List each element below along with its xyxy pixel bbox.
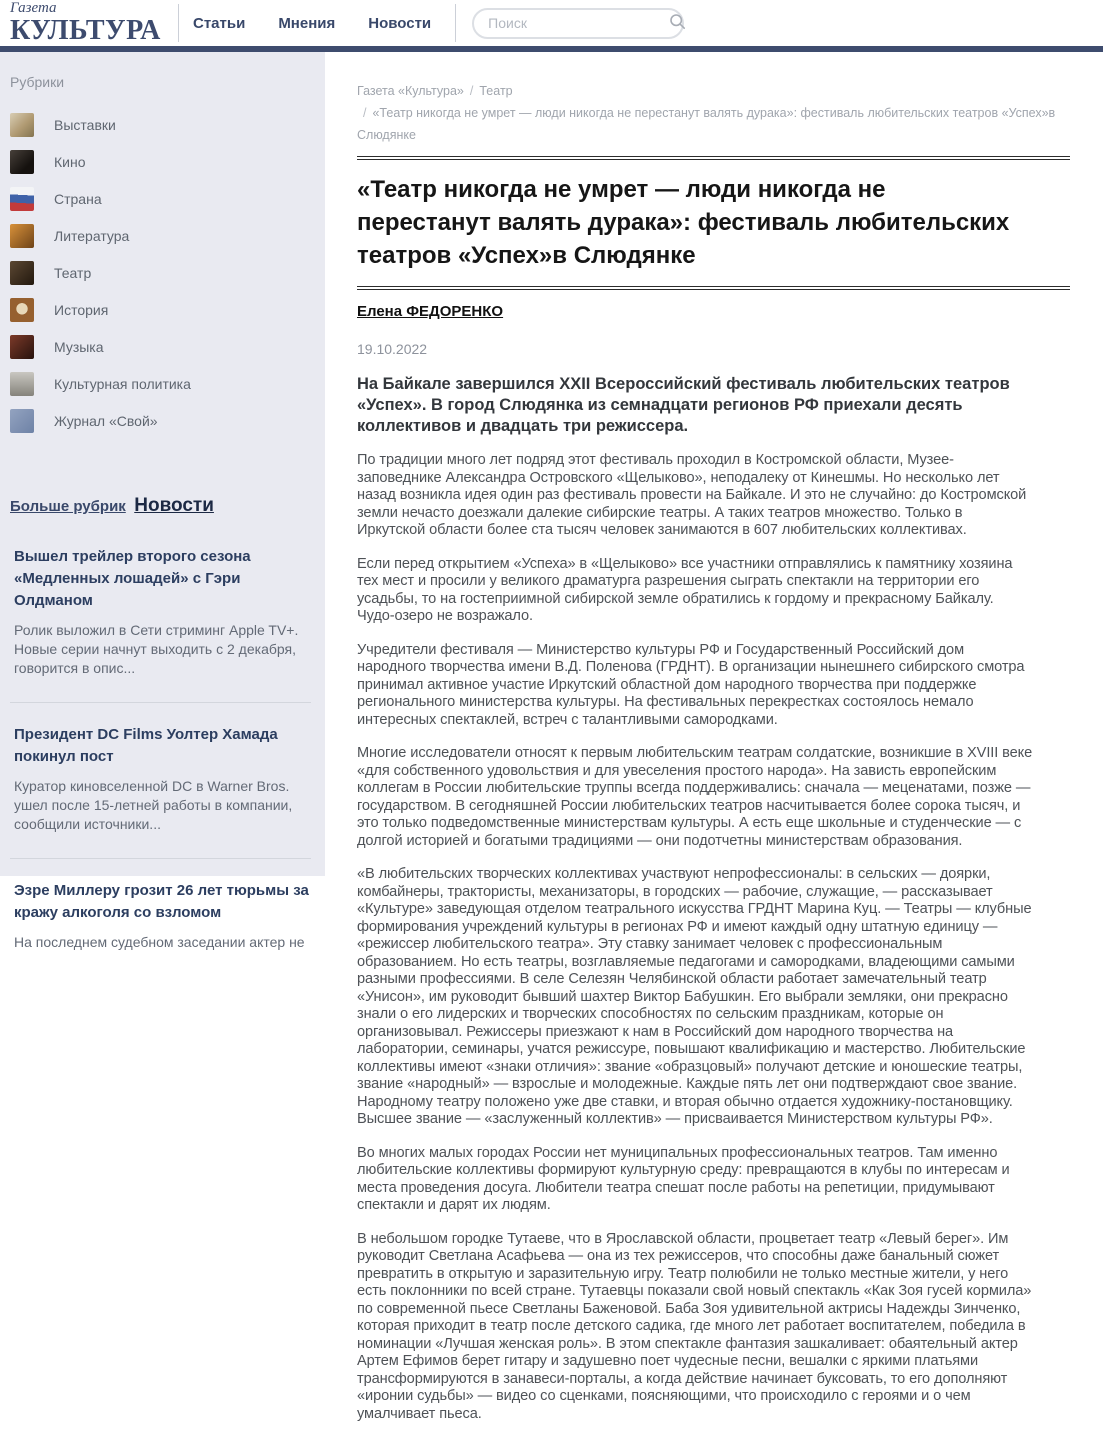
article-paragraph: Многие исследователи относят к первым любительским театрам солдатские, возникшие в XVIII веке «для собственного удовольствия и для увеселения простого народа». На зависть европейским коллегам в России любительские труппы всегда поддерживались: сначала — меценатами, позже — государством. В сегодняшней России любительских театров насчитывается более сорока тысяч, и это только подведомственные министерствам культуры. А есть еще школьные и студенческие — с долгой историей и богатыми традициями — они подотчетны министерствам образования. xyxy=(357,745,1033,849)
title-rule-top xyxy=(357,156,1070,160)
breadcrumb-home[interactable]: Газета «Культура» xyxy=(357,84,464,98)
rubric-thumbnail-policy-icon xyxy=(10,372,34,396)
article-paragraph: Во многих малых городах России нет муниципальных профессиональных театров. Там именно любительские коллективы формируют культурную среду: превращаются в клубы по интересам и места проведения досуга. Любители театра спешат после работы на репетиции, придумывают спектакли и дарят их людям. xyxy=(357,1144,1010,1213)
article-area xyxy=(325,52,1103,1439)
rubric-thumbnail-music-icon xyxy=(10,335,34,359)
article-paragraph: Если перед открытием «Успеха» в «Щелыково» все участники отправлялись к памятнику хозяина тех мест и просили у великого драматурга разрешения сыграть спектакли на территории его усадьбы, то на гостеприимной сибирской земле обратились к гордому и прекрасному Байкалу. Чудо-озеро не возражало. xyxy=(357,555,1013,624)
sidebar-item-muzyka[interactable]: Музыка xyxy=(10,328,311,365)
more-rubrics-link[interactable]: Больше рубрик xyxy=(10,498,126,515)
logo-kultura-text: КУЛЬТУРА xyxy=(10,15,161,46)
news-item-title[interactable]: Президент DC Films Уолтер Хамада покинул пост xyxy=(14,726,278,765)
rubric-thumbnail-art-icon xyxy=(10,113,34,137)
sidebar-item-vystavki[interactable]: Выставки xyxy=(10,106,311,143)
search-box[interactable] xyxy=(472,8,684,39)
breadcrumb-current: «Театр никогда не умрет — люди никогда не перестанут валять дурака»: фестиваль любительских театров «Успех»в Слюдянке xyxy=(357,106,1056,142)
nav-item-articles[interactable]: Статьи xyxy=(193,14,246,32)
sidebar-item-literatura[interactable]: Литература xyxy=(10,217,311,254)
news-section-heading[interactable]: Новости xyxy=(134,495,214,516)
breadcrumb xyxy=(357,80,1070,146)
rubric-thumbnail-literature-icon xyxy=(10,224,34,248)
sidebar-item-istoriya[interactable]: История xyxy=(10,291,311,328)
news-item-title[interactable]: Вышел трейлер второго сезона «Медленных лошадей» с Гэри Олдманом xyxy=(14,548,251,609)
sidebar-item-kino[interactable]: Кино xyxy=(10,143,311,180)
news-item-snippet: На последнем судебном заседании актер не xyxy=(14,934,305,950)
nav-item-news[interactable]: Новости xyxy=(368,14,432,32)
article-paragraph: По традиции много лет подряд этот фестиваль проходил в Костромской области, Музее-заповеднике Александра Островского «Щелыково», неподалеку от Кинешмы. Но несколько лет назад возникла идея один раз фестиваль провести на Байкале. И это не случайно: до Костромской земли нечасто доезжали далекие сибирские театры. А таких театров множество. Только в Иркутской области более ста тысяч человек занимаются в 607 любительских коллективах. xyxy=(357,452,1027,538)
news-list xyxy=(10,525,311,976)
breadcrumb-separator: / xyxy=(469,84,474,98)
article-body xyxy=(357,452,1033,1423)
sidebar xyxy=(0,52,325,950)
rubrics-title: Рубрики xyxy=(10,74,65,90)
news-item-snippet: Куратор киновселенной DC в Warner Bros. ушел после 15-летней работы в компании, сообщили источники... xyxy=(14,778,293,832)
news-item-title[interactable]: Эзре Миллеру грозит 26 лет тюрьмы за кражу алкоголя со взломом xyxy=(14,882,309,921)
search-button[interactable] xyxy=(669,13,686,33)
sidebar-item-strana[interactable]: Страна xyxy=(10,180,311,217)
search-input[interactable] xyxy=(488,15,669,31)
sidebar-item-teatr[interactable]: Театр xyxy=(10,254,311,291)
article-paragraph: В небольшом городке Тутаеве, что в Ярославской области, процветает театр «Левый берег». Им руководит Светлана Асафьева — она из тех режиссеров, что способны даже банальный сюжет превратить в открытую и заразительную игру. Театр полюбили не только местные жители, у него есть поклонники по всей стране. Тутаевцы показали свой новый спектакль «Как Зоя гусей кормила» по современной пьесе Светланы Баженовой. Баба Зоя удивительной актрисы Надежды Зинченко, которая приходит в театр после детского садика, где много лет работает воспитателем, победила в номинации «Лучшая женская роль». В этом спектакле фантазия зашкаливает: обаятельный актер Артем Ефимов берет гитару и задушевно поет чудесные песни, вешалки с яркими платьями трансформируются в занавеси-порталы, а когда действие начинает буксовать, то его дополняют «иронии судьбы» — видео со сценками, поясняющими, что происходило с героями и о чем умалчивает пьеса. xyxy=(357,1230,1032,1422)
sidebar-item-kulturnaya-politika[interactable]: Культурная политика xyxy=(10,365,311,402)
main-nav xyxy=(179,15,455,32)
search-area xyxy=(456,8,684,39)
news-item xyxy=(10,702,311,858)
article-date: 19.10.2022 xyxy=(357,341,428,357)
news-item-snippet: Ролик выложил в Сети стриминг Apple TV+. Новые серии начнут выходить с 2 декабря, говорится в опис... xyxy=(14,622,299,676)
rubric-thumbnail-flag-icon xyxy=(10,187,34,211)
page-body xyxy=(0,52,1103,1439)
page-title: «Театр никогда не умрет — люди никогда не перестанут валять дурака»: фестиваль любительских театров «Успех»в Слюдянке xyxy=(357,176,1010,269)
breadcrumb-separator: / xyxy=(363,106,367,120)
nav-item-opinions[interactable]: Мнения xyxy=(278,14,336,32)
rubric-thumbnail-journal-icon xyxy=(10,409,34,433)
rubric-thumbnail-cinema-icon xyxy=(10,150,34,174)
rubric-thumbnail-history-icon xyxy=(10,298,34,322)
rubric-thumbnail-theatre-icon xyxy=(10,261,34,285)
author-link[interactable]: Елена ФЕДОРЕНКО xyxy=(357,303,504,320)
logo-gazeta-text: Газета xyxy=(10,0,57,16)
article-paragraph: Учредители фестиваля — Министерство культуры РФ и Государственный Российский дом народного творчества имени В.Д. Поленова (ГРДНТ). В организации нынешнего сибирского смотра принимал активное участие Иркутский областной дом народного творчества при поддержке регионального министерства культуры. На фестивальных перекрестках состоялось немало интересных спектаклей, встреч с талантливыми самородками. xyxy=(357,641,1025,728)
news-item xyxy=(10,858,311,976)
breadcrumb-section[interactable]: Театр xyxy=(479,84,513,98)
title-rule-bottom xyxy=(357,286,1070,290)
sidebar-item-zhurnal-svoy[interactable]: Журнал «Свой» xyxy=(10,402,311,439)
logo[interactable] xyxy=(0,1,178,45)
article-lead: На Байкале завершился XXII Всероссийский фестиваль любительских театров «Успех». В город Слюдянка из семнадцати регионов РФ приехали десять коллективов и двадцать три режиссера. xyxy=(357,375,1010,435)
search-icon xyxy=(669,13,686,33)
article-paragraph: «В любительских творческих коллективах участвуют непрофессионалы: в сельских — доярки, комбайнеры, трактористы, механизаторы, в городских — рабочие, служащие, — рассказывает «Культуре» заведующая отделом театрального искусства ГРДНТ Марина Куц. — Театры — клубные формирования учреждений культуры в регионах РФ и имеют каждый одну штатную единицу — «режиссер любительского театра». Эту ставку занимает человек с профессиональным образованием. Но есть театры, возглавляемые педагогами и самородками, владеющими самыми разными профессиями. В селе Селезян Челябинской области работает замечательный театр «Унисон», им руководит бывший шахтер Виктор Бабушкин. Его выбрали земляки, они прекрасно знали о его лидерских и творческих способностях по сельским праздникам, которые он организовывал. Режиссеры приезжают к нам в Российский дом народного творчества на лаборатории, семинары, учатся режиссуре, повышают квалификацию и мастерство. Любительские коллективы имеют «знаки отличия»: звание «образцовый» получают детские и юношеские театры, звание «народный» — взрослые и молодежные. Каждые пять лет они подтверждают свое звание. Народному театру положено уже две ставки, и вторая обычно отдается художнику-постановщику. Высшее звание — «заслуженный коллектив» — присваивается Министерством культуры РФ». xyxy=(357,866,1032,1127)
news-item xyxy=(10,525,311,702)
header xyxy=(0,0,1103,52)
